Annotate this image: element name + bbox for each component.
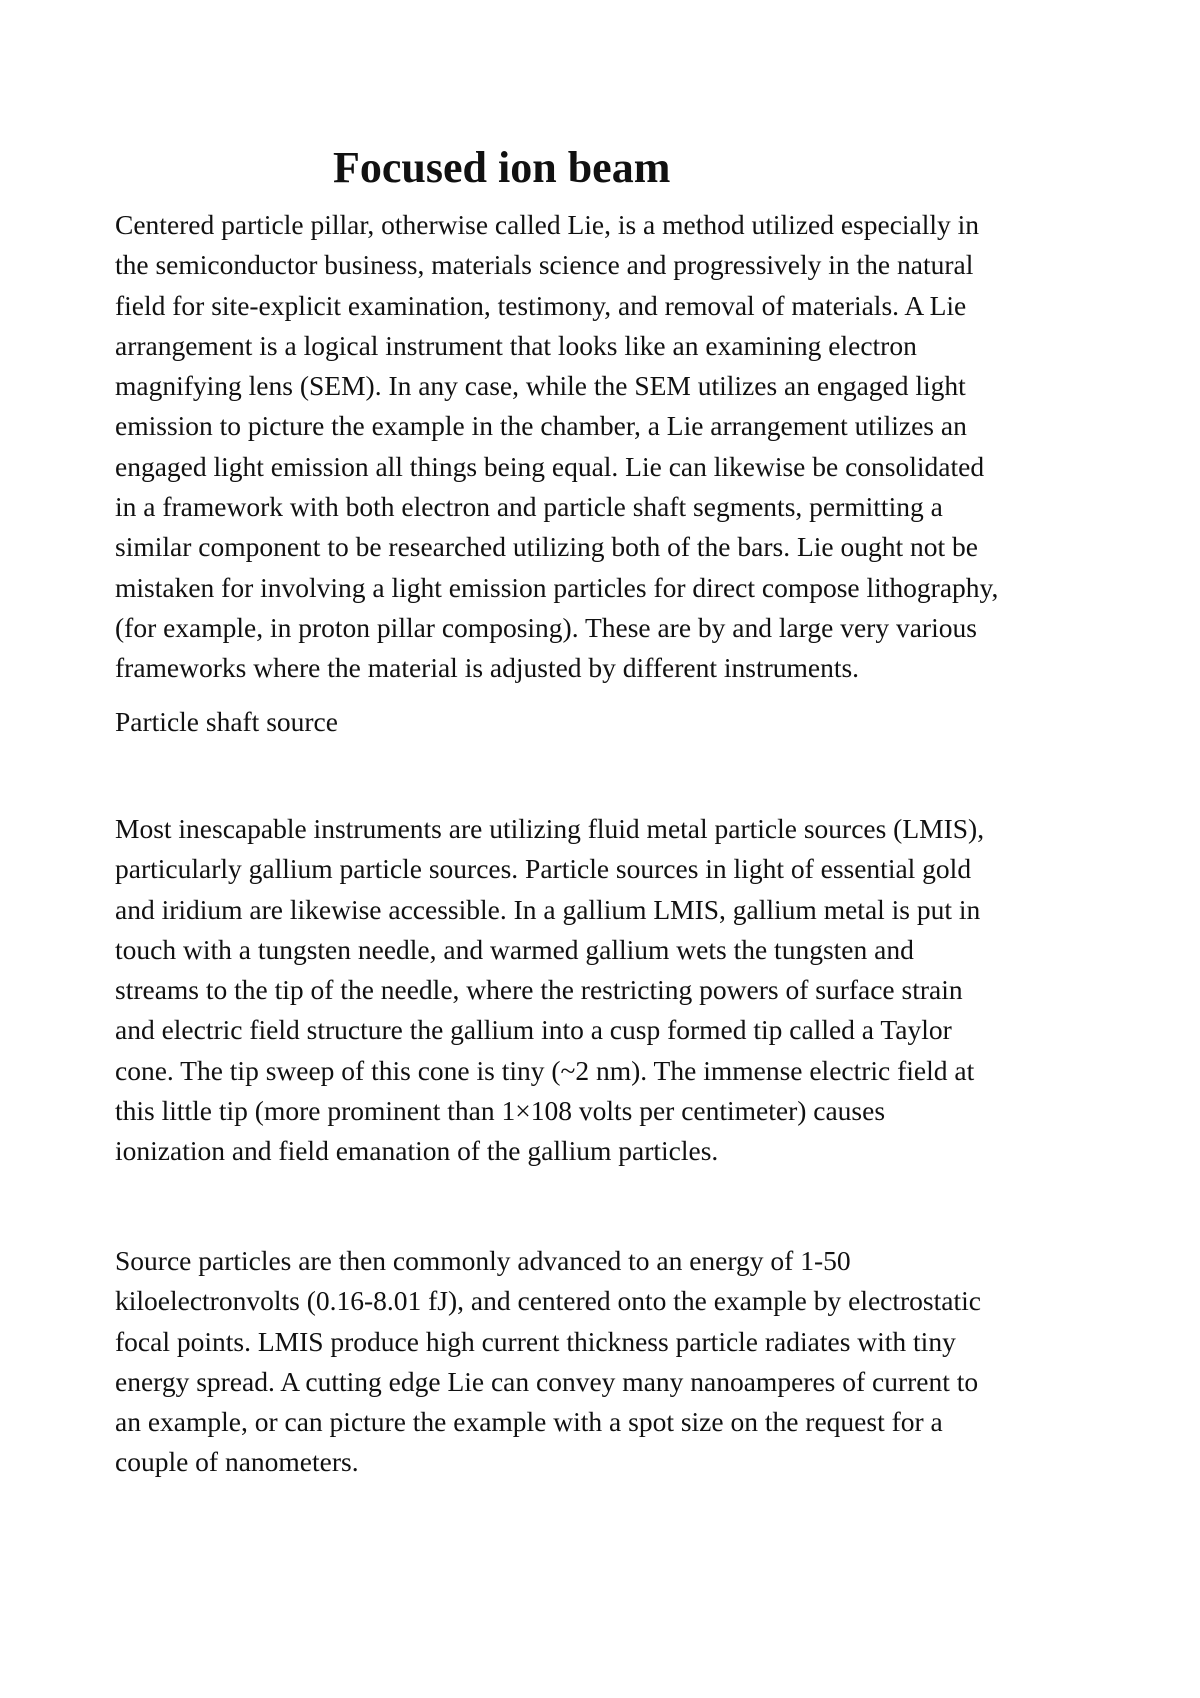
text-line: Most inescapable instruments are utilizing fluid metal particle sources (LMIS), — [115, 813, 985, 844]
text-line: an example, or can picture the example with a spot size on the request for a — [115, 1406, 943, 1438]
text-line: emission to picture the example in the chamber, a Lie arrangement utilizes an — [115, 410, 967, 442]
text-line: particularly gallium particle sources. Particle sources in light of essential gold — [115, 853, 972, 885]
text-line: magnifying lens (SEM). In any case, while the SEM utilizes an engaged light — [115, 370, 966, 402]
section-heading-text: Particle shaft source — [115, 706, 338, 737]
text-line: ionization and field emanation of the gallium particles. — [115, 1135, 719, 1167]
text-line: cone. The tip sweep of this cone is tiny (~2 nm). The immense electric field at — [115, 1054, 975, 1086]
text-line: in a framework with both electron and particle shaft segments, permitting a — [115, 491, 943, 523]
text-line: field for site-explicit examination, testimony, and removal of materials. A Lie — [115, 289, 967, 321]
text-line: frameworks where the material is adjusted by different instruments. — [115, 652, 860, 684]
text-line: and iridium are likewise accessible. In a gallium LMIS, gallium metal is put in — [115, 893, 981, 925]
text-line: energy spread. A cutting edge Lie can convey many nanoamperes of current to — [115, 1365, 979, 1397]
text-line: touch with a tungsten needle, and warmed gallium wets the tungsten and — [115, 933, 914, 965]
text-line: similar component to be researched utilizing both of the bars. Lie ought not be — [115, 531, 978, 563]
text-line: focal points. LMIS produce high current thickness particle radiates with tiny — [115, 1325, 956, 1357]
section-heading — [115, 702, 1115, 742]
text-line: arrangement is a logical instrument that looks like an examining electron — [115, 329, 917, 361]
text-line: and electric field structure the gallium into a cusp formed tip called a Taylor — [115, 1014, 952, 1046]
text-line: Source particles are then commonly advanced to an energy of 1-50 — [115, 1245, 851, 1276]
document-title: Focused ion beam — [333, 143, 671, 192]
text-line: the semiconductor business, materials science and progressively in the natural — [115, 249, 974, 281]
text-line: this little tip (more prominent than 1×108 volts per centimeter) causes — [115, 1095, 886, 1127]
paragraph-intro — [115, 205, 1115, 689]
text-line: kiloelectronvolts (0.16-8.01 fJ), and centered onto the example by electrostatic — [115, 1285, 981, 1317]
text-line: engaged light emission all things being equal. Lie can likewise be consolidated — [115, 450, 985, 482]
text-line: mistaken for involving a light emission particles for direct compose lithography, — [115, 571, 999, 603]
text-line: streams to the tip of the needle, where the restricting powers of surface strain — [115, 974, 963, 1006]
paragraph-energy — [115, 1241, 1115, 1483]
text-line: couple of nanometers. — [115, 1446, 359, 1478]
paragraph-source — [115, 809, 1115, 1172]
text-line: Centered particle pillar, otherwise called Lie, is a method utilized especially in — [115, 209, 980, 240]
text-line: (for example, in proton pillar composing). These are by and large very various — [115, 611, 977, 643]
